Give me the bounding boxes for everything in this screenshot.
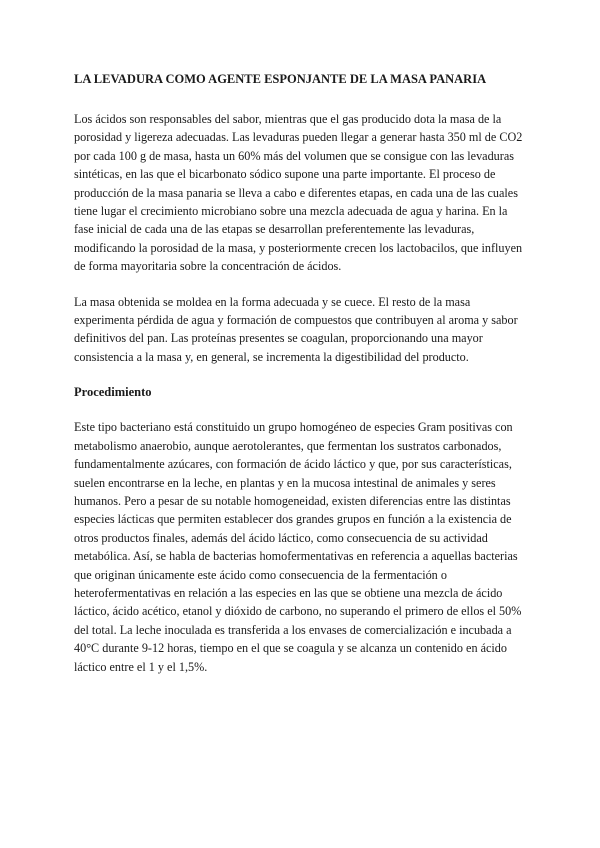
document-page bbox=[74, 70, 526, 693]
section-heading-procedimiento: Procedimiento bbox=[74, 385, 152, 400]
paragraph-coccion: La masa obtenida se moldea en la forma adecuada y se cuece. El resto de la masa experimenta pérdida de agua y formación de compuestos que contribuyen al aroma y sabor definitivos del pan. Las proteínas presentes se coagulan, proporcionando una mayor consistencia a la masa y, en general, se incrementa la digestibilidad del producto. bbox=[74, 294, 518, 364]
paragraph-bacterias-lacticas: Este tipo bacteriano está constituido un grupo homogéneo de especies Gram positivas con metabolismo anaerobio, aunque aerotolerantes, que fermentan los sustratos carbonados, fundamentalmente azúcares, con formación de ácido láctico y que, por sus características, suelen encontrarse en la leche, en plantas y en la mucosa intestinal de animales y seres humanos. Pero a pesar de su notable homogeneidad, existen diferencias entre las distintas especies lácticas que permiten establecer dos grandes grupos en función a la existencia de otros productos finales, además del ácido láctico, como consecuencia de su actividad metabólica. Así, se habla de bacterias homofermentativas en referencia a aquellas bacterias que originan únicamente este ácido como consecuencia de la fermentación o heterofermentativas en relación a las especies en las que se obtiene una mezcla de ácido láctico, ácido acético, etanol y dióxido de carbono, no superando el primero de ellos el 50% del total. La leche inoculada es transferida a los envases de comercialización e incubada a 40°C durante 9-12 horas, tiempo en el que se coagula y se alcanza un contenido en ácido láctico entre el 1 y el 1,5%. bbox=[74, 420, 522, 674]
paragraph-levaduras: Los ácidos son responsables del sabor, mientras que el gas producido dota la masa de la porosidad y ligereza adecuadas. Las levaduras pueden llegar a generar hasta 350 ml de CO2 por cada 100 g de masa, hasta un 60% más del volumen que se consigue con las levaduras sintéticas, en las que el bicarbonato sódico supone una parte importante. El proceso de producción de la masa panaria se lleva a cabo e diferentes etapas, en cada una de las cuales tiene lugar el crecimiento microbiano sobre una mezcla adecuada de agua y harina. En la fase inicial de cada una de las etapas se desarrollan preferentemente las levaduras, modificando la porosidad de la masa, y posteriormente crecen los lactobacilos, que influyen de forma mayoritaria sobre la concentración de ácidos. bbox=[74, 112, 523, 274]
document-title: LA LEVADURA COMO AGENTE ESPONJANTE DE LA MASA PANARIA bbox=[74, 72, 487, 86]
